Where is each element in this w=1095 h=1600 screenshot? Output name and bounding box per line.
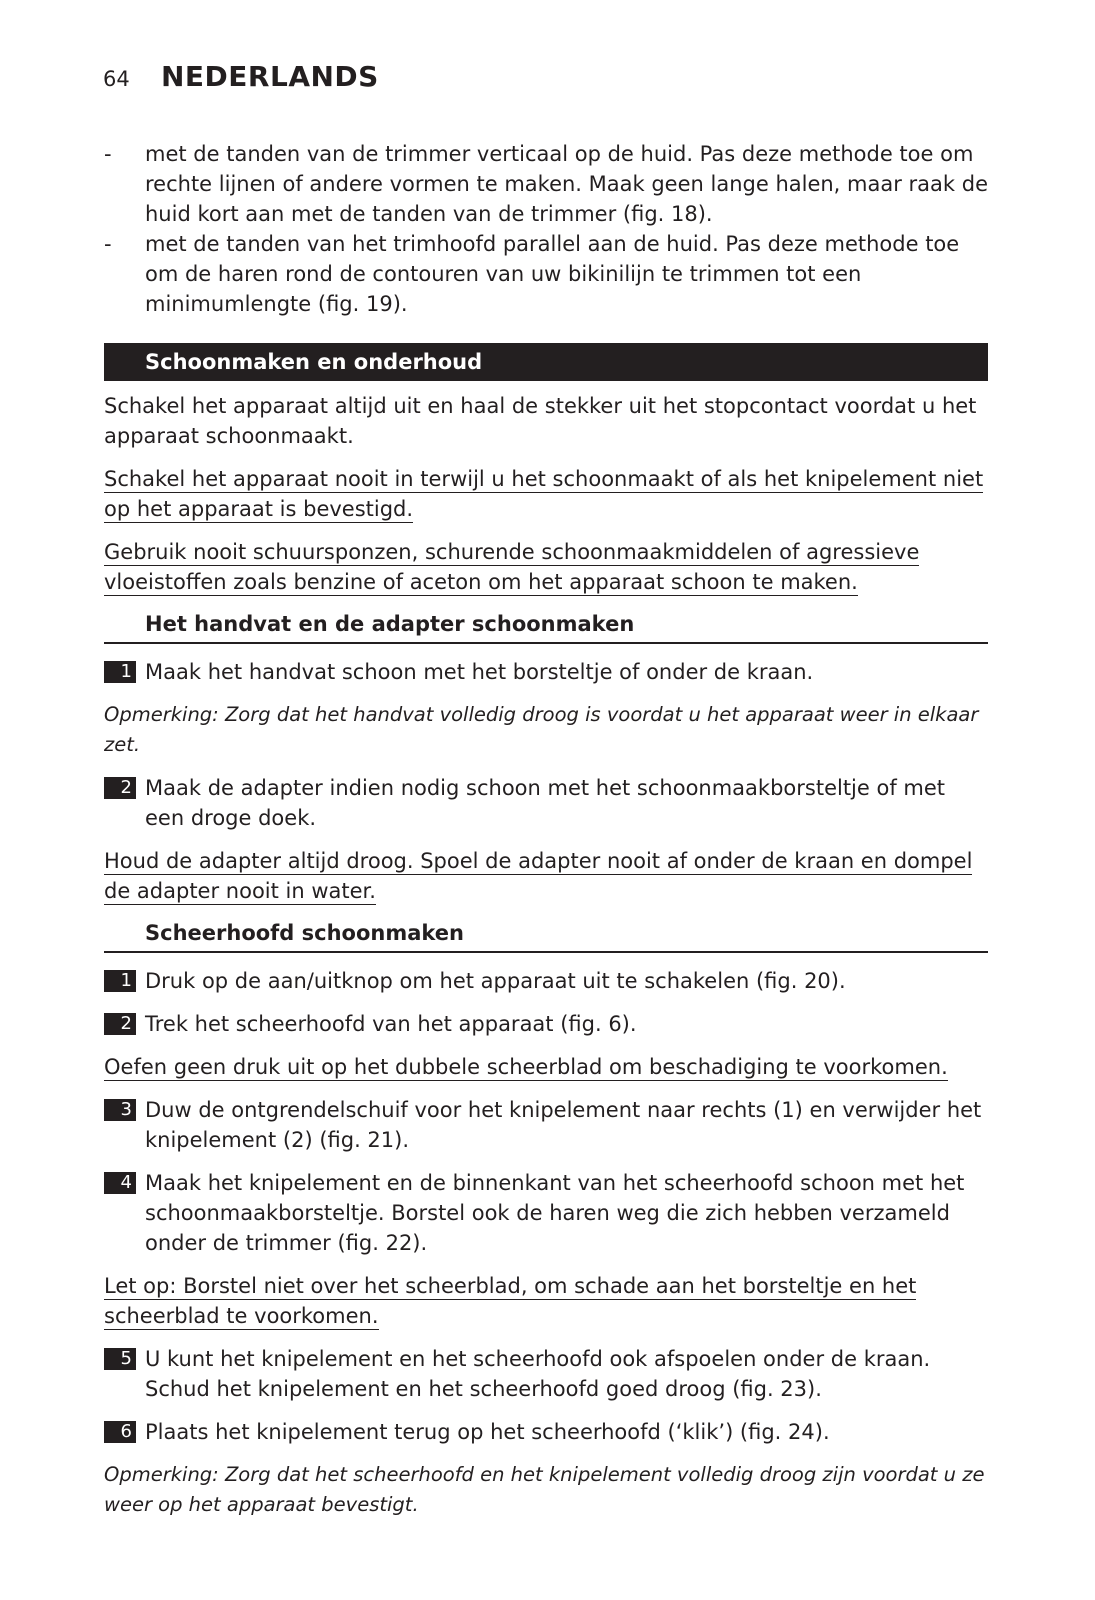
warning-text: Gebruik nooit schuursponzen, schurende schoonmaakmiddelen of agressieve vloeistoffen zoals benzine of aceton om het apparaat schoon te maken. <box>104 540 920 594</box>
step-number: 6 <box>104 1421 136 1443</box>
warning-text: Schakel het apparaat nooit in terwijl u het schoonmaakt of als het knipelement niet op het apparaat is bevestigd. <box>104 467 984 521</box>
warning-text: Let op: Borstel niet over het scheerblad, om schade aan het borsteltje en het scheerblad te voorkomen. <box>104 1274 917 1328</box>
step-item: 4 Maak het knipelement en de binnenkant van het scheerhoofd schoon met het schoonmaakborsteltje. Borstel ook de haren weg die zich hebben verzameld onder de trimmer (fig. 22). <box>104 1168 988 1258</box>
step-item: 5 U kunt het knipelement en het scheerhoofd ook afspoelen onder de kraan. Schud het knipelement en het scheerhoofd goed droog (fig. 23). <box>104 1344 988 1404</box>
step-item: 2 Maak de adapter indien nodig schoon met het schoonmaakborsteltje of met een droge doek. <box>104 773 988 833</box>
subsection-title: Scheerhoofd schoonmaken <box>104 918 988 953</box>
bullet-item: - met de tanden van het trimhoofd parallel aan de huid. Pas deze methode toe om de haren rond de contouren van uw bikinilijn te trimmen tot een minimumlengte (fig. 19). <box>104 229 988 319</box>
page-number: 64 <box>103 67 130 91</box>
warning-text: Oefen geen druk uit op het dubbele scheerblad om beschadiging te voorkomen. <box>104 1055 948 1079</box>
step-item: 3 Duw de ontgrendelschuif voor het knipelement naar rechts (1) en verwijder het knipelement (2) (fig. 21). <box>104 1095 988 1155</box>
step-number: 5 <box>104 1348 136 1370</box>
step-number: 2 <box>104 777 136 799</box>
subsection-title: Het handvat en de adapter schoonmaken <box>104 609 988 644</box>
bullet-dash: - <box>104 232 112 256</box>
step-number: 1 <box>104 970 136 992</box>
section-intro: Schakel het apparaat altijd uit en haal de stekker uit het stopcontact voordat u het apparaat schoonmaakt. <box>104 394 977 448</box>
step-number: 3 <box>104 1099 136 1121</box>
bullet-dash: - <box>104 142 112 166</box>
page-header <box>103 62 379 98</box>
bullet-item: - met de tanden van de trimmer verticaal op de huid. Pas deze methode toe om rechte lijnen of andere vormen te maken. Maak geen lange halen, maar raak de huid kort aan met de tanden van de trimmer (fig. 18). <box>104 139 988 229</box>
step-item: 1 Maak het handvat schoon met het borsteltje of onder de kraan. <box>104 657 988 687</box>
section-title: Schoonmaken en onderhoud <box>104 343 988 381</box>
language-title: NEDERLANDS <box>161 60 379 93</box>
step-number: 1 <box>104 661 136 683</box>
note-text: Opmerking: Zorg dat het handvat volledig droog is voordat u het apparaat weer in elkaar zet. <box>104 703 979 756</box>
note-text: Opmerking: Zorg dat het scheerhoofd en het knipelement volledig droog zijn voordat u ze weer op het apparaat bevestigt. <box>104 1463 985 1516</box>
step-item: 1 Druk op de aan/uitknop om het apparaat uit te schakelen (fig. 20). <box>104 966 988 996</box>
warning-text: Houd de adapter altijd droog. Spoel de adapter nooit af onder de kraan en dompel de adapter nooit in water. <box>104 849 973 903</box>
step-item: 2 Trek het scheerhoofd van het apparaat (fig. 6). <box>104 1009 988 1039</box>
step-item: 6 Plaats het knipelement terug op het scheerhoofd (‘klik’) (fig. 24). <box>104 1417 988 1447</box>
step-number: 4 <box>104 1172 136 1194</box>
step-number: 2 <box>104 1013 136 1035</box>
page-content <box>104 139 988 1520</box>
